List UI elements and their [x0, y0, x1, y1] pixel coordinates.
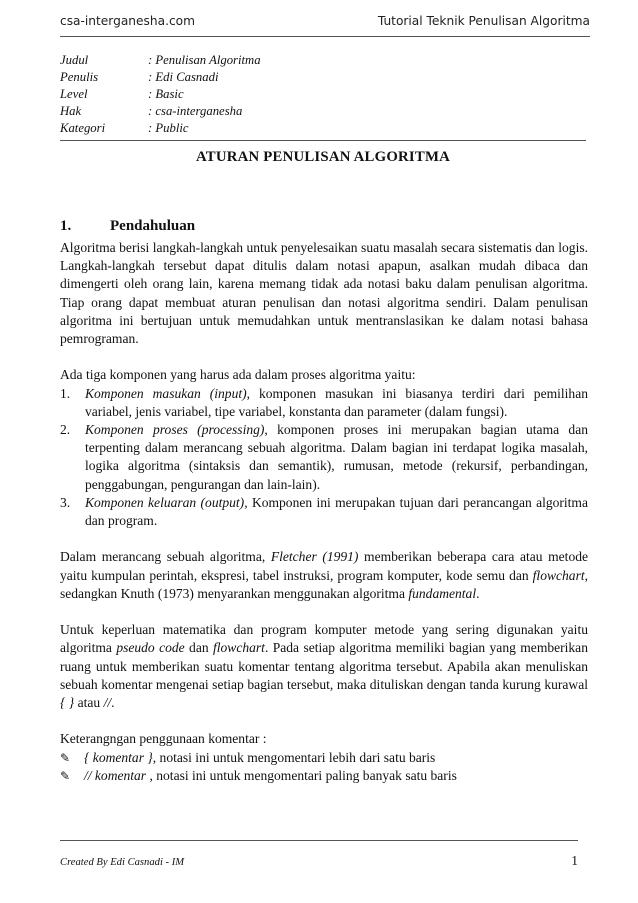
- document-title: ATURAN PENULISAN ALGORITMA: [195, 149, 451, 165]
- comment-syntax: // komentar: [84, 767, 147, 783]
- metadata-block: [60, 52, 586, 141]
- pencil-icon: ✎: [60, 750, 71, 765]
- header-site: csa-interganesha.com: [60, 14, 195, 28]
- paragraph-intro: Algoritma berisi langkah-langkah untuk penyelesaikan suatu masalah secara sistematis dan logis. Langkah-langkah tersebut dapat ditulis dalam notasi apapun, asalkan mudah dibaca dan dimengerti oleh orang lain, karena memang tidak ada notasi baku dalam penulisan algoritma. Tiap orang dapat membuat aturan penulisan dan notasi algoritma sendiri. Dalam penulisan algoritma ini bertujuan untuk memudahkan untuk mentranslasikan ke dalam notasi bahasa pemrograman.: [60, 240, 588, 347]
- meta-row: [60, 52, 586, 69]
- meta-row: [60, 103, 586, 120]
- text-run: Untuk keperluan matematika dan program komputer metode yang sering digunakan yaitu algoritma: [60, 622, 588, 656]
- comment-desc: , notasi ini untuk mengomentari paling banyak satu baris: [146, 767, 457, 783]
- meta-key: Penulis: [60, 70, 99, 84]
- component-name: Komponen keluaran (output): [85, 494, 245, 510]
- list-item: [60, 494, 588, 530]
- text-run: , sedangkan Knuth (1973) menyarankan menggunakan algoritma: [60, 567, 588, 601]
- text-run: dan: [184, 640, 213, 656]
- list-item: [60, 385, 588, 421]
- comment-syntax: { komentar }: [84, 749, 153, 765]
- paragraph-comments: [60, 621, 588, 712]
- meta-key: Level: [60, 87, 88, 101]
- meta-key: Hak: [60, 104, 82, 118]
- component-name: Komponen masukan (input): [85, 385, 247, 401]
- list-number: 2.: [60, 422, 71, 438]
- components-list: [60, 385, 588, 531]
- meta-value: : Penulisan Algoritma: [148, 53, 261, 67]
- page-header: [60, 14, 590, 37]
- body-text: [60, 239, 588, 785]
- text-run: .: [111, 695, 115, 711]
- term: pseudo code: [116, 640, 185, 656]
- text-run: memberikan beberapa cara atau metode yaitu kumpulan perintah, ekspresi, tabel instruksi, program komputer, kode semu dan: [60, 549, 589, 583]
- text-run: Dalam merancang sebuah algoritma,: [60, 549, 271, 565]
- list-item: [60, 421, 588, 494]
- meta-row: [60, 120, 586, 137]
- section-number: 1.: [60, 218, 72, 234]
- pencil-icon: ✎: [60, 768, 71, 783]
- list-item: [60, 767, 588, 785]
- components-intro: Ada tiga komponen yang harus ada dalam proses algoritma yaitu:: [60, 367, 416, 383]
- meta-value: : csa-interganesha: [148, 104, 243, 118]
- page-number: 1: [571, 853, 578, 868]
- component-text: , komponen masukan ini biasanya terdiri dari pemilihan variabel, jenis variabel, tipe variabel, konstanta dan parameter (dalam fungsi).: [85, 385, 588, 419]
- footer-credit: Created By Edi Casnadi - IM: [60, 857, 185, 868]
- section-heading: [60, 218, 195, 235]
- component-text: , Komponen ini merupakan tujuan dari perancangan algoritma dan program.: [85, 494, 588, 529]
- component-name: Komponen proses (processing): [85, 422, 265, 438]
- paragraph-methods: [60, 548, 588, 603]
- text-run: atau: [74, 695, 104, 711]
- meta-value: : Edi Casnadi: [148, 70, 219, 84]
- section-title: Pendahuluan: [110, 218, 196, 234]
- header-title: Tutorial Teknik Penulisan Algoritma: [377, 14, 590, 28]
- meta-key: Kategori: [60, 121, 106, 135]
- list-number: 1.: [60, 385, 71, 401]
- text-run: . Pada setiap algoritma memiliki bagian yang memberikan ruang untuk memberikan suatu komentar tentang algoritma tersebut. Apabila akan menuliskan sebuah komentar mengenai setiap bagian tersebut, maka dituliskan dengan tanda kurung kurawal: [60, 640, 588, 692]
- citation: Fletcher (1991): [270, 549, 359, 565]
- comments-intro: Keterangngan penggunaan komentar :: [60, 731, 267, 747]
- page-footer: [60, 840, 578, 869]
- text-run: .: [476, 585, 480, 601]
- meta-value: : Basic: [148, 87, 184, 101]
- term: flowchart: [532, 567, 585, 583]
- term: { }: [60, 695, 75, 711]
- component-text: , komponen proses ini merupakan bagian utama dan terpenting dalam merancang sebuah algoritma. Dalam bagian ini terdapat logika masalah, logika algoritma (sintaksis dan semantik), rumusan, metode (rekursif, perbandingan, penggabungan, pengurangan dan lain-lain).: [85, 422, 588, 492]
- comments-block: [60, 730, 588, 785]
- meta-row: [60, 69, 586, 86]
- comment-desc: , notasi ini untuk mengomentari lebih dari satu baris: [152, 749, 436, 765]
- meta-key: Judul: [60, 53, 89, 67]
- term: fundamental: [408, 585, 477, 601]
- list-item: [60, 749, 588, 767]
- list-number: 3.: [60, 494, 71, 510]
- meta-value: : Public: [148, 121, 189, 135]
- term: flowchart: [213, 640, 265, 656]
- term: //: [103, 695, 112, 711]
- meta-row: [60, 86, 586, 103]
